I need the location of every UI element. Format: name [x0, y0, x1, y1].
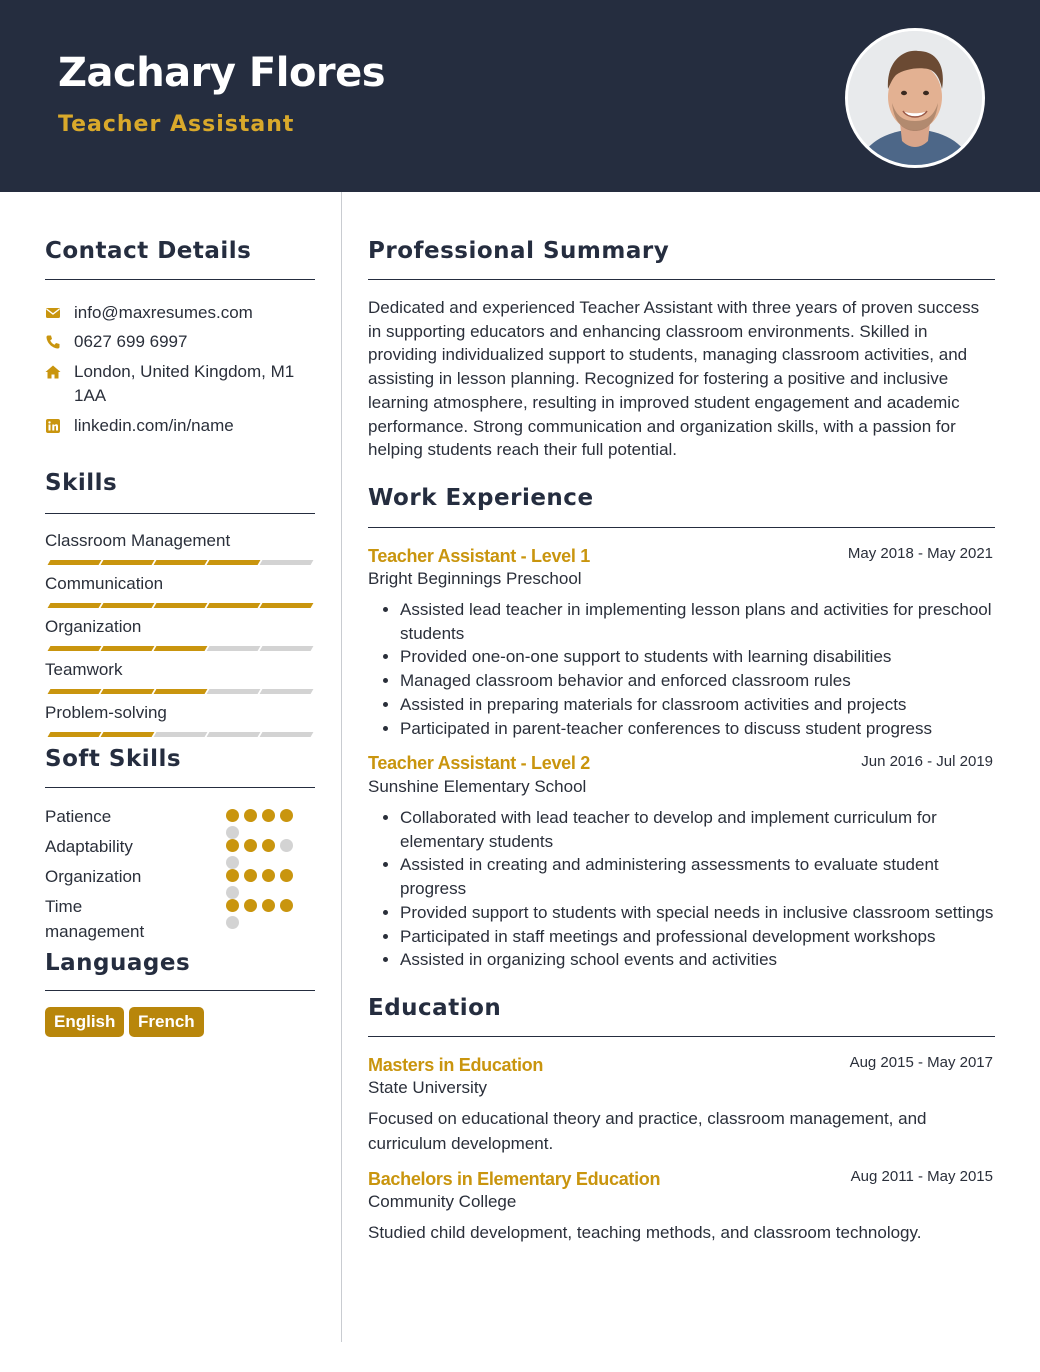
skill-bar-segment [260, 603, 314, 608]
soft-skill-dot [244, 809, 257, 822]
skill-bar [45, 560, 315, 566]
soft-skill-label: Patience [45, 807, 112, 826]
soft-skill-dot [280, 899, 293, 912]
skill-bar-segment [48, 689, 102, 694]
contact-phone-text: 0627 699 6997 [74, 332, 188, 351]
skill-bar-segment [101, 732, 155, 737]
skill-bar-segment [48, 560, 102, 565]
job-company: Bright Beginnings Preschool [368, 569, 582, 588]
header-banner [0, 0, 1040, 192]
skill-bar [45, 603, 315, 609]
contact-address-text: London, United Kingdom, M1 1AA [74, 362, 295, 405]
skill-bar-segment [101, 689, 155, 694]
soft-skills-section-rule [45, 787, 315, 788]
skill-bar-segment [207, 732, 261, 737]
soft-skill-dot [226, 886, 239, 899]
contact-section-rule [45, 279, 315, 280]
summary-section-title: Professional Summary [368, 238, 670, 264]
column-divider [341, 192, 342, 1342]
education-description: Focused on educational theory and practice, classroom management, and curriculum development. [368, 1109, 927, 1153]
soft-skill-dot [244, 869, 257, 882]
skill-bar-segment [101, 646, 155, 651]
soft-skill-dot [262, 869, 275, 882]
skill-bar-segment [260, 646, 314, 651]
skill-bar-segment [154, 689, 208, 694]
education-degree: Masters in Education [368, 1055, 544, 1075]
soft-skill-label: Organization [45, 867, 142, 886]
job-bullet: • Assisted in organizing school events and activities [400, 948, 995, 972]
skill-bar-segment [207, 603, 261, 608]
soft-skill-dot [262, 839, 275, 852]
job-title: Teacher Assistant - Level 1 [368, 546, 590, 566]
job-title: Teacher Assistant - Level 2 [368, 753, 590, 773]
envelope-icon [45, 305, 61, 321]
job-bullet: • Assisted lead teacher in implementing lesson plans and activities for preschool students [400, 598, 995, 645]
soft-skill-dot [226, 856, 239, 869]
soft-skill-dot [226, 826, 239, 839]
profile-photo-portrait [848, 31, 982, 165]
skill-bar [45, 646, 315, 652]
contact-linkedin-text: linkedin.com/in/name [74, 416, 234, 435]
skill-bar [45, 689, 315, 695]
skills-section-rule [45, 513, 315, 514]
soft-skills-section-title: Soft Skills [45, 746, 182, 772]
education-section-title: Education [368, 995, 502, 1021]
skill-bar-segment [154, 560, 208, 565]
education-section-rule [368, 1036, 995, 1037]
skill-bar-segment [260, 560, 314, 565]
soft-skill-dot [280, 809, 293, 822]
skill-bar [45, 732, 315, 738]
skill-bar-segment [154, 603, 208, 608]
job-bullet: • Provided one-on-one support to students with learning disabilities [400, 645, 995, 669]
soft-skill-label: Time management [45, 897, 145, 941]
skills-section-title: Skills [45, 470, 118, 496]
skill-bar-segment [101, 560, 155, 565]
education-dates: Aug 2011 - May 2015 [850, 1168, 993, 1185]
job-bullet: • Provided support to students with special needs in inclusive classroom settings [400, 901, 995, 925]
summary-section-rule [368, 279, 995, 280]
education-school: Community College [368, 1192, 517, 1211]
skill-label: Communication [45, 574, 164, 593]
job-company: Sunshine Elementary School [368, 777, 587, 796]
candidate-role: Teacher Assistant [58, 112, 295, 137]
soft-skill-dot [226, 916, 239, 929]
job-bullets [368, 598, 995, 740]
education-dates: Aug 2015 - May 2017 [849, 1054, 993, 1071]
linkedin-icon [45, 418, 61, 434]
job-bullet: • Participated in parent-teacher conferences to discuss student progress [400, 717, 995, 741]
job-dates: Jun 2016 - Jul 2019 [861, 753, 993, 770]
profile-photo [845, 28, 985, 168]
soft-skill-dot [226, 839, 239, 852]
summary-text: Dedicated and experienced Teacher Assistant with three years of proven success in supporting educators and enhancing classroom environments. Skilled in providing individualized support to students, managing classroom activities, and assisting in lesson planning. Recognized for fostering a positive and inclusive learning atmosphere, resulting in improved student engagement and academic performance. Strong communication and organization skills, with a passion for helping students reach their full potential. [368, 298, 980, 460]
home-icon [45, 364, 61, 380]
languages-section-rule [45, 990, 315, 991]
skill-bar-segment [154, 646, 208, 651]
skill-bar-segment [101, 603, 155, 608]
soft-skill-dot [280, 839, 293, 852]
job-bullets [368, 806, 995, 972]
education-degree: Bachelors in Elementary Education [368, 1169, 661, 1189]
soft-skill-dot [226, 899, 239, 912]
soft-skill-dot [226, 809, 239, 822]
job-dates: May 2018 - May 2021 [847, 545, 993, 562]
education-description: Studied child development, teaching methods, and classroom technology. [368, 1223, 922, 1242]
experience-section-title: Work Experience [368, 485, 594, 511]
skill-bar-segment [207, 560, 261, 565]
soft-skill-dot [226, 869, 239, 882]
skill-bar-segment [207, 689, 261, 694]
skill-label: Problem-solving [45, 703, 167, 722]
contact-email-text: info@maxresumes.com [74, 303, 253, 322]
job-bullet: • Collaborated with lead teacher to develop and implement curriculum for elementary students [400, 806, 995, 853]
job-bullet: • Participated in staff meetings and professional development workshops [400, 925, 995, 949]
contact-section-title: Contact Details [45, 238, 252, 264]
soft-skill-dot [244, 899, 257, 912]
soft-skill-dot [244, 839, 257, 852]
skill-label: Organization [45, 617, 142, 636]
education-school: State University [368, 1078, 488, 1097]
languages-section-title: Languages [45, 950, 191, 976]
skill-bar-segment [48, 646, 102, 651]
soft-skill-dot [262, 899, 275, 912]
skill-bar-segment [48, 603, 102, 608]
skill-bar-segment [154, 732, 208, 737]
phone-icon [45, 334, 61, 350]
skill-bar-segment [48, 732, 102, 737]
job-bullet: • Managed classroom behavior and enforced classroom rules [400, 669, 995, 693]
language-chip: French [129, 1007, 204, 1037]
job-bullet: • Assisted in preparing materials for classroom activities and projects [400, 693, 995, 717]
soft-skill-dot [262, 809, 275, 822]
skill-bar-segment [260, 732, 314, 737]
skill-label: Teamwork [45, 660, 123, 679]
skill-bar-segment [260, 689, 314, 694]
candidate-name: Zachary Flores [58, 50, 386, 96]
soft-skill-label: Adaptability [45, 837, 133, 856]
skill-label: Classroom Management [45, 531, 231, 550]
job-bullet: • Assisted in creating and administering assessments to evaluate student progress [400, 853, 995, 900]
skill-bar-segment [207, 646, 261, 651]
language-chip: English [45, 1007, 124, 1037]
soft-skill-dot [280, 869, 293, 882]
experience-section-rule [368, 527, 995, 528]
